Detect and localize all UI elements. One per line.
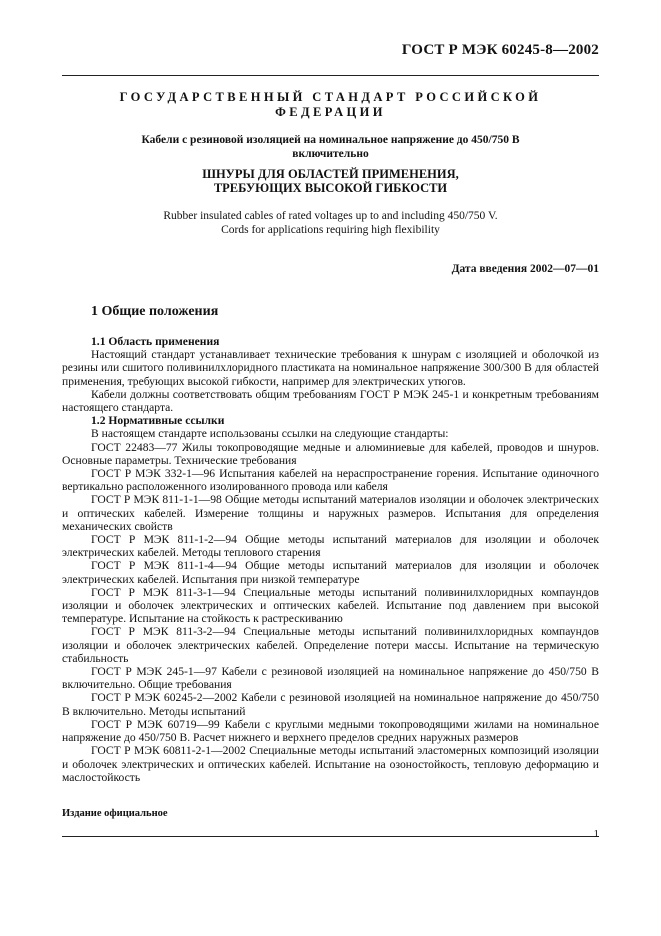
body-paragraph: ГОСТ Р МЭК 60719—99 Кабели с круглыми медными токопроводящими жилами на номинальное напряжение до 450/750 В. Расчет нижнего и верхнего пределов средних наружных размеров: [62, 717, 599, 745]
body-paragraph: Настоящий стандарт устанавливает технические требования к шнурам с изоляцией и оболочкой из резины или сшитого поливинилхлоридного пластиката на номинальное напряжение 300/300 В для областей применения, требующих высокой гибкости, например для электрических утюгов.: [62, 348, 599, 388]
document-id: ГОСТ Р МЭК 60245-8—2002: [401, 42, 599, 58]
english-title: [100, 209, 561, 237]
subsection-heading: 1.2 Нормативные ссылки: [91, 414, 225, 428]
body-paragraph: ГОСТ Р МЭК 332-1—96 Испытания кабелей на нераспространение горения. Испытание одиночного вертикально расположенного изолированного провода или кабеля: [62, 467, 599, 494]
footer-rule: [62, 836, 599, 837]
body-paragraph: ГОСТ Р МЭК 811-1-4—94 Общие методы испытаний материалов для изоляции и оболочек электрических кабелей. Испытания при низкой температуре: [62, 559, 599, 586]
document-title: [100, 167, 561, 195]
page-number: 1: [593, 828, 599, 840]
english-title-line: Rubber insulated cables of rated voltages up to and including 450/750 V.: [163, 210, 498, 222]
title-line: ШНУРЫ ДЛЯ ОБЛАСТЕЙ ПРИМЕНЕНИЯ,: [202, 167, 459, 181]
subsection-heading: 1.1 Область применения: [91, 335, 220, 348]
section-heading: 1 Общие положения: [91, 304, 219, 319]
body-paragraph: ГОСТ Р МЭК 811-1-1—98 Общие методы испытаний материалов изоляции и оболочек электрических и оптических кабелей. Измерение толщины и наружных размеров. Испытания для определения механических свойств: [62, 493, 599, 533]
body-paragraph: Кабели должны соответствовать общим требованиям ГОСТ Р МЭК 245-1 и конкретным требованиям настоящего стандарта.: [62, 387, 599, 415]
title-line: ТРЕБУЮЩИХ ВЫСОКОЙ ГИБКОСТИ: [213, 181, 448, 195]
subtitle-line: включительно: [292, 148, 369, 160]
body-paragraph: ГОСТ Р МЭК 60811-2-1—2002 Специальные методы испытаний эластомерных композиций изоляции и оболочек электрических и оптических кабелей. Испытание на озоностойкость, тепловую деформацию и маслостойкость: [62, 744, 599, 784]
english-title-line: Cords for applications requiring high flexibility: [221, 224, 440, 236]
state-standard-title: ГОСУДАРСТВЕННЫЙ СТАНДАРТ РОССИЙСКОЙ ФЕДЕРАЦИИ: [119, 90, 542, 119]
body-paragraph: ГОСТ Р МЭК 60245-2—2002 Кабели с резиновой изоляцией на номинальное напряжение до 450/750 В включительно. Методы испытаний: [62, 691, 599, 718]
body-paragraph: В настоящем стандарте использованы ссылки на следующие стандарты:: [91, 427, 449, 441]
introduction-date: Дата введения 2002—07—01: [451, 263, 599, 275]
body-paragraph: ГОСТ Р МЭК 811-3-2—94 Специальные методы испытаний поливинилхлоридных компаундов изоляции и оболочек электрических кабелей. Определение потери массы. Испытание на термическую стабильность: [62, 625, 599, 665]
body-paragraph: ГОСТ Р МЭК 811-1-2—94 Общие методы испытаний материалов для изоляции и оболочек электрических кабелей. Методы теплового старения: [62, 533, 599, 560]
header-rule: [62, 75, 599, 76]
body-paragraph: ГОСТ 22483—77 Жилы токопроводящие медные и алюминиевые для кабелей, проводов и шнуров. Основные параметры. Технические требования: [62, 440, 599, 467]
document-body: [62, 335, 599, 784]
body-paragraph: ГОСТ Р МЭК 245-1—97 Кабели с резиновой изоляцией на номинальное напряжение до 450/750 В включительно. Общие требования: [62, 665, 599, 692]
document-subtitle: [100, 133, 561, 161]
official-edition-label: Издание официальное: [62, 808, 168, 819]
subtitle-line: Кабели с резиновой изоляцией на номинальное напряжение до 450/750 В: [141, 134, 520, 146]
body-paragraph: ГОСТ Р МЭК 811-3-1—94 Специальные методы испытаний поливинилхлоридных компаундов изоляции и оболочек электрических и оптических кабелей. Испытание под давлением при высокой температуре. Испытание на стойкость к растрескиванию: [62, 585, 599, 626]
